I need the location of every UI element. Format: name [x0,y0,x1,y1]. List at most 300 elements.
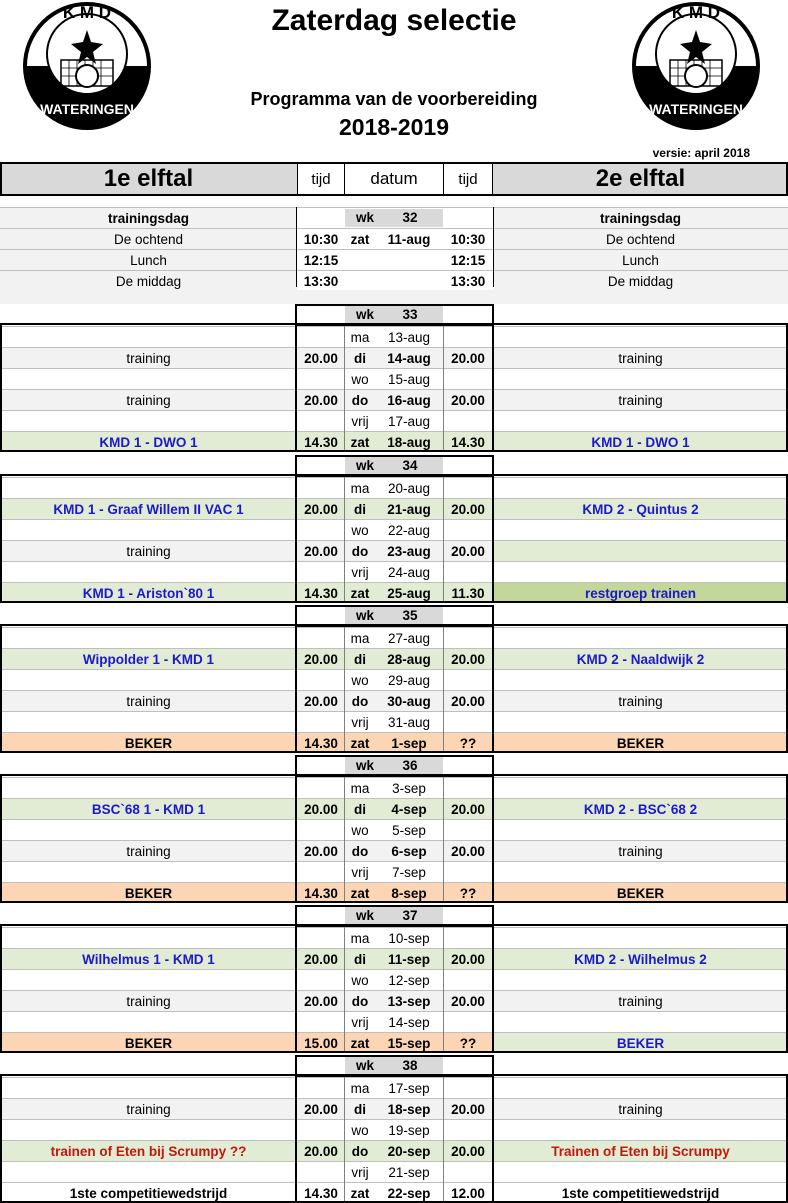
divider [344,477,345,601]
week-label: wk [345,1058,385,1073]
training-day-week-label: wk [345,210,385,225]
day-cell: wo [345,520,375,541]
week-label: wk [345,458,385,473]
second-team-cell [493,628,788,649]
table-row [0,541,788,562]
time-second-cell [443,1012,493,1033]
first-team-cell: Wilhelmus 1 - KMD 1 [0,949,297,970]
divider [443,927,444,1051]
first-team-cell: trainen of Eten bij Scrumpy ?? [0,1141,297,1162]
time-first-cell: 20.00 [297,1099,345,1120]
second-team-cell [493,712,788,733]
divider [344,1077,345,1201]
table-row [0,862,788,883]
time-first-cell [297,520,345,541]
spacer-band [0,290,788,304]
time-first-cell [297,820,345,841]
second-team-cell: Trainen of Eten bij Scrumpy [493,1141,788,1162]
date-cell: 28-aug [375,649,443,670]
second-team-cell: De ochtend [493,229,788,250]
time-second-cell [443,208,493,229]
second-team-cell [493,970,788,991]
time-first-cell: 15.00 [297,1033,345,1054]
time-second-cell [443,712,493,733]
day-cell: wo [345,820,375,841]
day-cell: do [345,691,375,712]
first-team-cell: trainingsdag [0,208,297,229]
time-second-cell [443,670,493,691]
version-label: versie: april 2018 [560,146,750,160]
time-first-cell: 13:30 [297,271,345,292]
date-cell: 29-aug [375,670,443,691]
table-row [0,1162,788,1183]
second-team-cell [493,778,788,799]
day-cell: zat [345,883,375,904]
time-first-cell [297,369,345,390]
first-team-cell: training [0,691,297,712]
table-row [0,520,788,541]
first-team-cell: BEKER [0,883,297,904]
first-team-cell: BEKER [0,733,297,754]
week-number: 35 [385,608,435,623]
second-team-cell [493,1120,788,1141]
table-row [0,691,788,712]
table-row [0,583,788,604]
date-cell: 7-sep [375,862,443,883]
time-first-cell: 20.00 [297,691,345,712]
date-cell: 20-sep [375,1141,443,1162]
day-cell: di [345,1099,375,1120]
date-cell: 24-aug [375,562,443,583]
table-row [0,883,788,904]
day-cell: ma [345,1078,375,1099]
week-label: wk [345,758,385,773]
first-team-cell [0,820,297,841]
second-team-cell [493,411,788,432]
date-cell: 20-aug [375,478,443,499]
day-cell: wo [345,970,375,991]
second-team-cell [493,478,788,499]
time-second-cell: 20.00 [443,499,493,520]
training-day-week-number: 32 [385,210,435,225]
time-second-cell [443,628,493,649]
date-cell [375,271,443,292]
time-first-cell: 20.00 [297,841,345,862]
time-second-cell: 20.00 [443,991,493,1012]
time-first-cell: 20.00 [297,499,345,520]
first-team-cell: De middag [0,271,297,292]
week-table [0,627,788,753]
header-date: datum [345,162,443,196]
time-first-cell [297,1078,345,1099]
week-number: 33 [385,307,435,322]
second-team-cell: KMD 2 - Wilhelmus 2 [493,949,788,970]
divider [296,207,297,287]
second-team-cell: KMD 2 - Quintus 2 [493,499,788,520]
first-team-cell: 1ste competitiewedstrijd [0,1183,297,1203]
second-team-cell [493,862,788,883]
first-team-cell [0,928,297,949]
day-cell: di [345,649,375,670]
table-row [0,478,788,499]
first-team-cell: KMD 1 - Ariston`80 1 [0,583,297,604]
first-team-cell [0,970,297,991]
week-number: 38 [385,1058,435,1073]
table-row [0,369,788,390]
page-title: Zaterdag selectie [0,4,788,38]
time-first-cell: 20.00 [297,348,345,369]
time-second-cell: ?? [443,1033,493,1054]
divider [443,777,444,901]
time-second-cell: 20.00 [443,799,493,820]
day-cell: do [345,541,375,562]
time-first-cell: 14.30 [297,432,345,453]
divider [344,627,345,751]
time-first-cell [297,862,345,883]
divider [443,1077,444,1201]
second-team-cell [493,670,788,691]
time-first-cell: 10:30 [297,229,345,250]
season-label: 2018-2019 [0,114,788,141]
time-second-cell: 12.00 [443,1183,493,1203]
time-first-cell [297,928,345,949]
table-row [0,820,788,841]
date-cell: 31-aug [375,712,443,733]
time-first-cell: 14.30 [297,1183,345,1203]
day-cell: zat [345,733,375,754]
time-first-cell: 12:15 [297,250,345,271]
week-label: wk [345,307,385,322]
first-team-cell [0,478,297,499]
svg-text:K M D: K M D [672,3,720,22]
time-second-cell [443,820,493,841]
table-row [0,1033,788,1054]
week-number: 36 [385,758,435,773]
time-second-cell: 20.00 [443,541,493,562]
first-team-cell [0,1078,297,1099]
second-team-cell [493,520,788,541]
second-team-cell [493,327,788,348]
date-cell: 1-sep [375,733,443,754]
time-first-cell: 14.30 [297,583,345,604]
week-table [0,1077,788,1203]
date-cell: 19-sep [375,1120,443,1141]
first-team-cell [0,778,297,799]
first-team-cell [0,411,297,432]
time-first-cell: 20.00 [297,949,345,970]
date-cell: 4-sep [375,799,443,820]
time-second-cell: 13:30 [443,271,493,292]
second-team-cell: training [493,841,788,862]
day-cell: di [345,949,375,970]
second-team-cell: training [493,1099,788,1120]
first-team-cell [0,1012,297,1033]
time-first-cell [297,1162,345,1183]
second-team-cell: training [493,991,788,1012]
divider [344,927,345,1051]
table-row [0,712,788,733]
first-team-cell: training [0,541,297,562]
date-cell: 6-sep [375,841,443,862]
first-team-cell: De ochtend [0,229,297,250]
week-table [0,927,788,1053]
second-team-cell: BEKER [493,1033,788,1054]
first-team-cell: Lunch [0,250,297,271]
time-first-cell [297,670,345,691]
date-cell: 22-sep [375,1183,443,1203]
first-team-cell: training [0,841,297,862]
day-cell: zat [345,432,375,453]
date-cell: 21-aug [375,499,443,520]
day-cell: ma [345,327,375,348]
first-team-cell [0,670,297,691]
date-cell: 14-sep [375,1012,443,1033]
time-second-cell: 12:15 [443,250,493,271]
table-row [0,778,788,799]
time-second-cell [443,1078,493,1099]
day-cell: wo [345,1120,375,1141]
first-team-cell [0,520,297,541]
divider [493,207,494,287]
second-team-cell [493,541,788,562]
table-row [0,271,788,292]
time-second-cell: 11.30 [443,583,493,604]
time-first-cell: 20.00 [297,649,345,670]
day-cell: wo [345,670,375,691]
week-table [0,326,788,452]
first-team-cell: BEKER [0,1033,297,1054]
time-first-cell [297,778,345,799]
day-cell: vrij [345,1162,375,1183]
table-row [0,1099,788,1120]
time-first-cell [297,562,345,583]
time-second-cell: 20.00 [443,390,493,411]
time-first-cell [297,970,345,991]
first-team-cell [0,562,297,583]
time-first-cell: 20.00 [297,991,345,1012]
first-team-cell [0,628,297,649]
time-second-cell [443,478,493,499]
day-cell [345,271,375,292]
time-first-cell: 20.00 [297,799,345,820]
date-cell: 23-aug [375,541,443,562]
divider [443,627,444,751]
date-cell: 27-aug [375,628,443,649]
time-first-cell [297,1012,345,1033]
second-team-cell [493,562,788,583]
table-row [0,1078,788,1099]
date-cell: 10-sep [375,928,443,949]
day-cell: zat [345,229,375,250]
header-first-team: 1e elftal [0,162,297,196]
day-cell: di [345,799,375,820]
table-row [0,1120,788,1141]
day-cell: vrij [345,562,375,583]
first-team-cell: training [0,991,297,1012]
second-team-cell: Lunch [493,250,788,271]
time-second-cell [443,562,493,583]
table-row [0,348,788,369]
time-second-cell: 20.00 [443,691,493,712]
table-row [0,499,788,520]
date-cell: 5-sep [375,820,443,841]
time-second-cell [443,520,493,541]
table-row [0,628,788,649]
date-cell: 22-aug [375,520,443,541]
date-cell: 13-aug [375,327,443,348]
table-row [0,928,788,949]
second-team-cell: 1ste competitiewedstrijd [493,1183,788,1203]
time-second-cell: 20.00 [443,949,493,970]
date-cell: 14-aug [375,348,443,369]
second-team-cell: KMD 2 - BSC`68 2 [493,799,788,820]
first-team-cell [0,327,297,348]
first-team-cell [0,712,297,733]
first-team-cell [0,1162,297,1183]
time-second-cell [443,369,493,390]
date-cell: 15-sep [375,1033,443,1054]
second-team-cell [493,1162,788,1183]
week-table [0,777,788,903]
time-first-cell [297,478,345,499]
time-second-cell [443,1162,493,1183]
second-team-cell [493,1012,788,1033]
second-team-cell: training [493,691,788,712]
table-row [0,649,788,670]
week-number: 37 [385,908,435,923]
divider [443,477,444,601]
page-subtitle: Programma van de voorbereiding [0,89,788,110]
svg-text:WATERINGEN: WATERINGEN [649,101,743,117]
table-row [0,411,788,432]
time-second-cell: 20.00 [443,348,493,369]
day-cell: vrij [345,1012,375,1033]
week-label: wk [345,908,385,923]
time-first-cell: 20.00 [297,541,345,562]
second-team-cell: training [493,348,788,369]
day-cell: zat [345,1033,375,1054]
first-team-cell: training [0,348,297,369]
divider [443,326,444,450]
table-row [0,432,788,453]
time-first-cell [297,1120,345,1141]
second-team-cell: KMD 2 - Naaldwijk 2 [493,649,788,670]
second-team-cell: KMD 1 - DWO 1 [493,432,788,453]
divider [344,326,345,450]
first-team-cell: training [0,390,297,411]
date-cell: 15-aug [375,369,443,390]
time-second-cell: ?? [443,733,493,754]
date-cell: 11-aug [375,229,443,250]
time-second-cell: 20.00 [443,1141,493,1162]
week-number: 34 [385,458,435,473]
date-cell: 3-sep [375,778,443,799]
day-cell: wo [345,369,375,390]
table-row [0,250,788,271]
day-cell [345,250,375,271]
date-cell: 13-sep [375,991,443,1012]
table-row [0,733,788,754]
time-second-cell [443,778,493,799]
date-cell: 17-sep [375,1078,443,1099]
second-team-cell [493,1078,788,1099]
time-second-cell [443,928,493,949]
time-second-cell [443,327,493,348]
second-team-cell: restgroep trainen [493,583,788,604]
table-row [0,1141,788,1162]
svg-text:K M D: K M D [63,3,111,22]
divider [344,777,345,901]
table-row [0,390,788,411]
first-team-cell [0,369,297,390]
second-team-cell: trainingsdag [493,208,788,229]
first-team-cell [0,1120,297,1141]
date-cell: 18-aug [375,432,443,453]
second-team-cell: training [493,390,788,411]
second-team-cell [493,369,788,390]
date-cell: 16-aug [375,390,443,411]
second-team-cell: BEKER [493,733,788,754]
day-cell: ma [345,478,375,499]
date-cell: 11-sep [375,949,443,970]
table-row [0,949,788,970]
day-cell: vrij [345,411,375,432]
first-team-cell [0,862,297,883]
day-cell: di [345,348,375,369]
table-row [0,970,788,991]
day-cell: zat [345,583,375,604]
table-row [0,991,788,1012]
table-row [0,562,788,583]
day-cell: zat [345,1183,375,1203]
day-cell: do [345,1141,375,1162]
time-first-cell: 14.30 [297,733,345,754]
time-first-cell [297,411,345,432]
time-second-cell: ?? [443,883,493,904]
date-cell [375,250,443,271]
time-second-cell: 10:30 [443,229,493,250]
date-cell: 8-sep [375,883,443,904]
table-row [0,799,788,820]
time-second-cell [443,970,493,991]
date-cell: 18-sep [375,1099,443,1120]
header-second-team: 2e elftal [493,162,788,196]
day-cell: vrij [345,712,375,733]
first-team-cell: Wippolder 1 - KMD 1 [0,649,297,670]
time-second-cell [443,411,493,432]
table-row [0,1012,788,1033]
second-team-cell: De middag [493,271,788,292]
date-cell: 30-aug [375,691,443,712]
day-cell: ma [345,928,375,949]
day-cell: ma [345,778,375,799]
time-second-cell [443,1120,493,1141]
day-cell: vrij [345,862,375,883]
time-first-cell: 20.00 [297,390,345,411]
table-row [0,841,788,862]
table-row [0,327,788,348]
time-second-cell [443,862,493,883]
day-cell: do [345,991,375,1012]
time-second-cell: 20.00 [443,649,493,670]
second-team-cell [493,820,788,841]
table-row [0,670,788,691]
week-label: wk [345,608,385,623]
time-first-cell: 20.00 [297,1141,345,1162]
time-first-cell [297,208,345,229]
time-first-cell [297,327,345,348]
day-cell: do [345,390,375,411]
